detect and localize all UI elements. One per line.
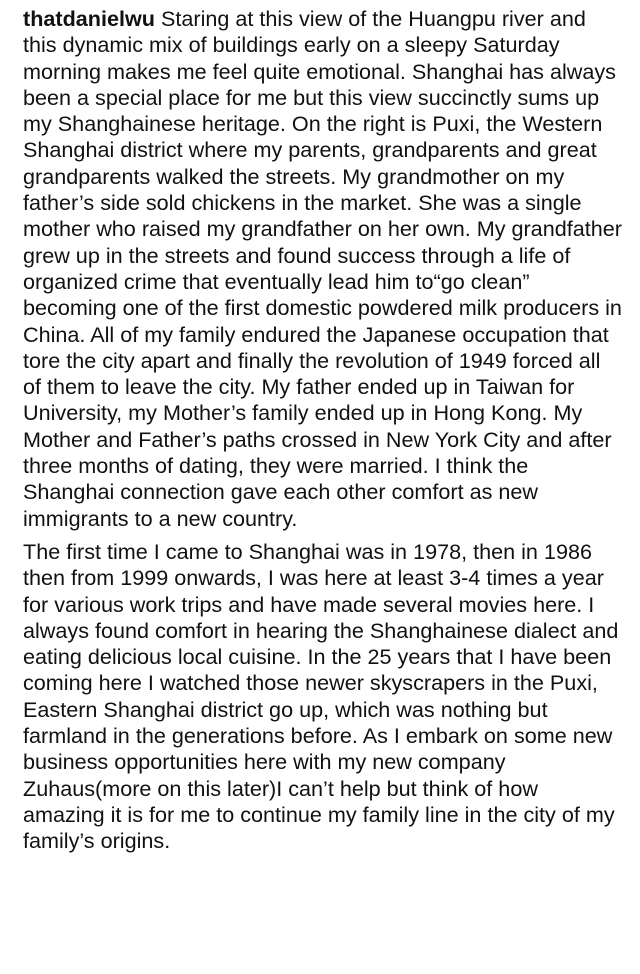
caption-text-1: Staring at this view of the Huangpu river and this dynamic mix of buildings early on a sleepy Saturday morning makes me feel quite emotional. Shanghai has always been a special place for me but this view succinctly sums up my Shanghainese heritage. On the right is Puxi, the Western Shanghai district where my parents, grandparents and great grandparents walked the streets. My grandmother on my father’s side sold chickens in the market. She was a single mother who raised my grandfather on her own. My grandfather grew up in the streets and found success through a life of organized crime that eventually lead him to“go clean” becoming one of the first domestic powdered milk producers in China. All of my family endured the Japanese occupation that tore the city apart and finally the revolution of 1949 forced all of them to leave the city. My father ended up in Taiwan for University, my Mother’s family ended up in Hong Kong. My Mother and Father’s paths crossed in New York City and after three months of dating, they were married. I think the Shanghai connection gave each other comfort as new immigrants to a new country.: [23, 6, 622, 531]
caption: [23, 6, 623, 855]
caption-text-2: The first time I came to Shanghai was in 1978, then in 1986 then from 1999 onwards, I was here at least 3-4 times a year for various work trips and have made several movies here. I always found comfort in hearing the Shanghainese dialect and eating delicious local cuisine. In the 25 years that I have been coming here I watched those newer skyscrapers in the Puxi, Eastern Shanghai district go up, which was nothing but farmland in the generations before. As I embark on some new business opportunities here with my new company Zuhaus(more on this later)I can’t help but think of how amazing it is for me to continue my family line in the city of my family’s origins.: [23, 538, 619, 854]
username-link[interactable]: thatdanielwu: [23, 6, 155, 31]
caption-paragraph-2: [23, 539, 623, 855]
caption-paragraph-1: [23, 6, 623, 532]
